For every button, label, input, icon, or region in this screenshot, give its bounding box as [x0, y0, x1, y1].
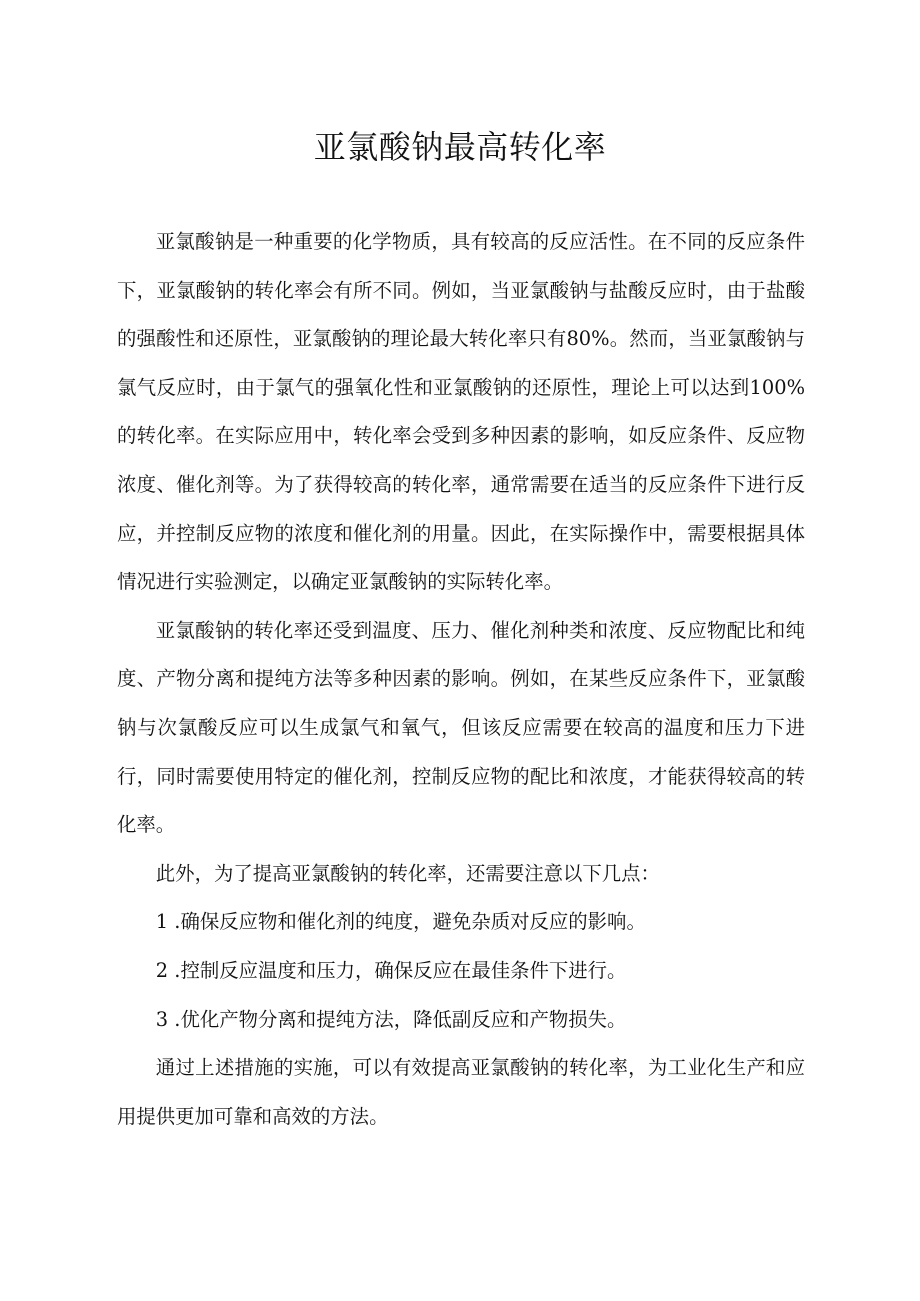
paragraph: 亚氯酸钠的转化率还受到温度、压力、催化剂种类和浓度、反应物配比和纯度、产物分离和提纯方法等多种因素的影响。例如，在某些反应条件下，亚氯酸钠与次氯酸反应可以生成氯气和氧气，但该反应需要在较高的温度和压力下进行，同时需要使用特定的催化剂，控制反应物的配比和浓度，才能获得较高的转化率。: [117, 618, 805, 837]
document-title: 亚氯酸钠最高转化率: [313, 128, 607, 166]
list-item: 1 .确保反应物和催化剂的纯度，避免杂质对反应的影响。: [155, 910, 646, 934]
closing-paragraph: 通过上述措施的实施，可以有效提高亚氯酸钠的转化率，为工业化生产和应用提供更加可靠和高效的方法。: [117, 1056, 805, 1128]
document-body: [117, 218, 805, 1141]
paragraph: 亚氯酸钠是一种重要的化学物质，具有较高的反应活性。在不同的反应条件下，亚氯酸钠的转化率会有所不同。例如，当亚氯酸钠与盐酸反应时，由于盐酸的强酸性和还原性，亚氯酸钠的理论最大转化率只有80%。然而，当亚氯酸钠与氯气反应时，由于氯气的强氧化性和亚氯酸钠的还原性，理论上可以达到100%的转化率。在实际应用中，转化率会受到多种因素的影响，如反应条件、反应物浓度、催化剂等。为了获得较高的转化率，通常需要在适当的反应条件下进行反应，并控制反应物的浓度和催化剂的用量。因此，在实际操作中，需要根据具体情况进行实验测定，以确定亚氯酸钠的实际转化率。: [117, 230, 805, 594]
paragraph: 此外，为了提高亚氯酸钠的转化率，还需要注意以下几点：: [155, 861, 660, 885]
list-item: 3 .优化产物分离和提纯方法，降低副反应和产物损失。: [155, 1007, 627, 1031]
list-item: 2 .控制反应温度和压力，确保反应在最佳条件下进行。: [155, 958, 627, 982]
